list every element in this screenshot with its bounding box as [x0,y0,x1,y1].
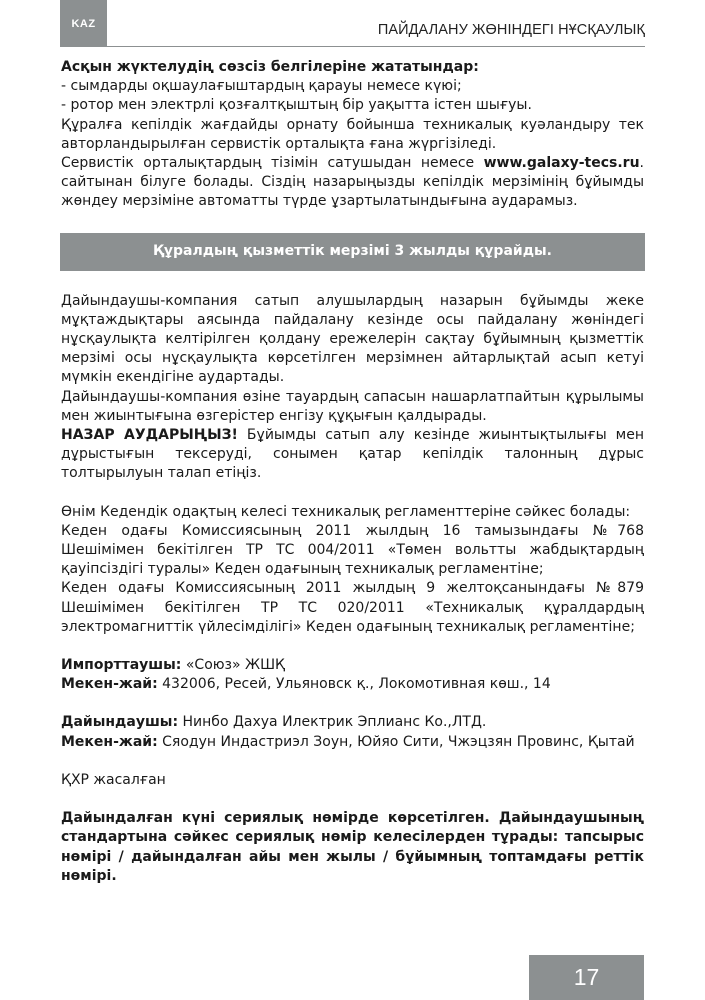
importer-address-line [61,675,644,694]
website-link[interactable]: www.galaxy-tecs.ru [483,155,640,172]
importer-value: «Союз» ЖШҚ [181,657,285,674]
overload-item: - сымдарды оқшаулағыштардың қарауы немесе күюі; [61,78,462,95]
service-centers-text: . сайтынан білуге болады. Сіздің назарыңызды кепілдік мерзімінің бұйымды жөндеу мерзіміне автоматты түрде ұзартылатындығына аударамыз. [61,155,644,210]
page-number-box [529,955,644,1000]
manufacturer-address-line [61,733,644,752]
address-label: Мекен-жай: [61,676,158,693]
importer-line [61,656,644,675]
manual-title: ПАЙДАЛАНУ ЖӨНІНДЕГІ НҰСҚАУЛЫҚ [377,22,645,38]
header-divider [60,46,645,47]
serial-number-note: Дайындалған күні сериялық нөмірде көрсетілген. Дайындаушының стандартына сәйкес сериялық нөмір келесілерден тұрады: тапсырыс нөмірі / дайындалған айы мен жылы / бұйымның топтамдағы реттік нөмірі. [61,810,644,884]
attention-text: Бұйымды сатып алу кезінде жиынтықтылығы мен дұрыстығын тексеруді, сонымен қатар кепілдік талонның дұрыс толтырылуын талап етіңіз. [61,427,644,482]
importer-label: Импорттаушы: [61,657,182,674]
page-number: 17 [573,964,600,990]
attention-label: НАЗАР АУДАРЫҢЫЗ! [61,427,238,444]
address-value: Сяодун Индастриэл Зоун, Юйяо Сити, Чжэцзян Провинс, Қытай [157,733,635,750]
changes-paragraph: Дайындаушы-компания өзіне тауардың сапасын нашарлатпайтын құрылымы мен жиынтығына өзгерістер енгізу құқығын қалдырады. [61,388,644,424]
overload-heading: Асқын жүктелудің сөзсіз белгілеріне жататындар: [61,59,479,75]
service-centers-text: Сервистік орталықтардың тізімін сатушыдан немесе [61,155,484,172]
language-tab [60,0,107,47]
attention-paragraph [61,426,644,484]
address-value: 432006, Ресей, Ульяновск қ., Локомотивная көш., 14 [157,676,551,693]
service-life-banner [60,233,645,271]
overload-item: - ротор мен электрлі қозғалтқыштың бір уақытта істен шығуы. [61,97,532,114]
service-life-text: Құралдың қызметтік мерзімі 3 жылды құрайды. [153,243,552,260]
regulation-item: Кеден одағы Комиссиясының 2011 жылдың 9 желтоқсанындағы №879 Шешімімен бекітілген ТР ТС 020/2011 «Техникалық құралдардың электромагниттік үйлесімділігі» Кеден одағының техникалық регламентіне; [61,580,644,635]
regulation-item: Кеден одағы Комиссиясының 2011 жылдың 16 тамызындағы №768 Шешімімен бекітілген ТР ТС 004/2011 «Төмен вольтты жабдықтардың қауіпсіздігі туралы» Кеден одағының техникалық регламентіне; [61,522,644,578]
service-life-paragraph: Дайындаушы-компания сатып алушылардың назарын бұйымды жеке мұқтаждықтары аясында пайдалану кезінде осы пайдалану жөніндегі нұсқаулықта келтірілген қолдану ережелерін сақтау бұйымның қызметтік мерзімі осы нұсқаулықта көрсетілген мерзімнен айтарлықтай асып кетуі мүмкін екендігіне аудартады. [61,292,644,386]
address-label: Мекен-жай: [61,733,158,750]
manufacturer-value: Нинбо Дахуа Илектрик Эплианс Ко.,ЛТД. [178,714,487,731]
language-code: KAZ [71,17,96,30]
warranty-paragraph: Құралға кепілдік жағдайды орнату бойынша техникалық куәландыру тек авторландырылған сервистік орталықта ғана жүргізіледі. [61,116,644,152]
service-centers-paragraph [61,154,644,212]
manufacturer-label: Дайындаушы: [61,714,179,731]
page-content [61,58,644,886]
country-of-origin: ҚХР жасалған [61,771,166,788]
compliance-intro: Өнім Кедендік одақтың келесі техникалық регламенттеріне сәйкес болады: [61,503,631,520]
manufacturer-line [61,713,644,732]
